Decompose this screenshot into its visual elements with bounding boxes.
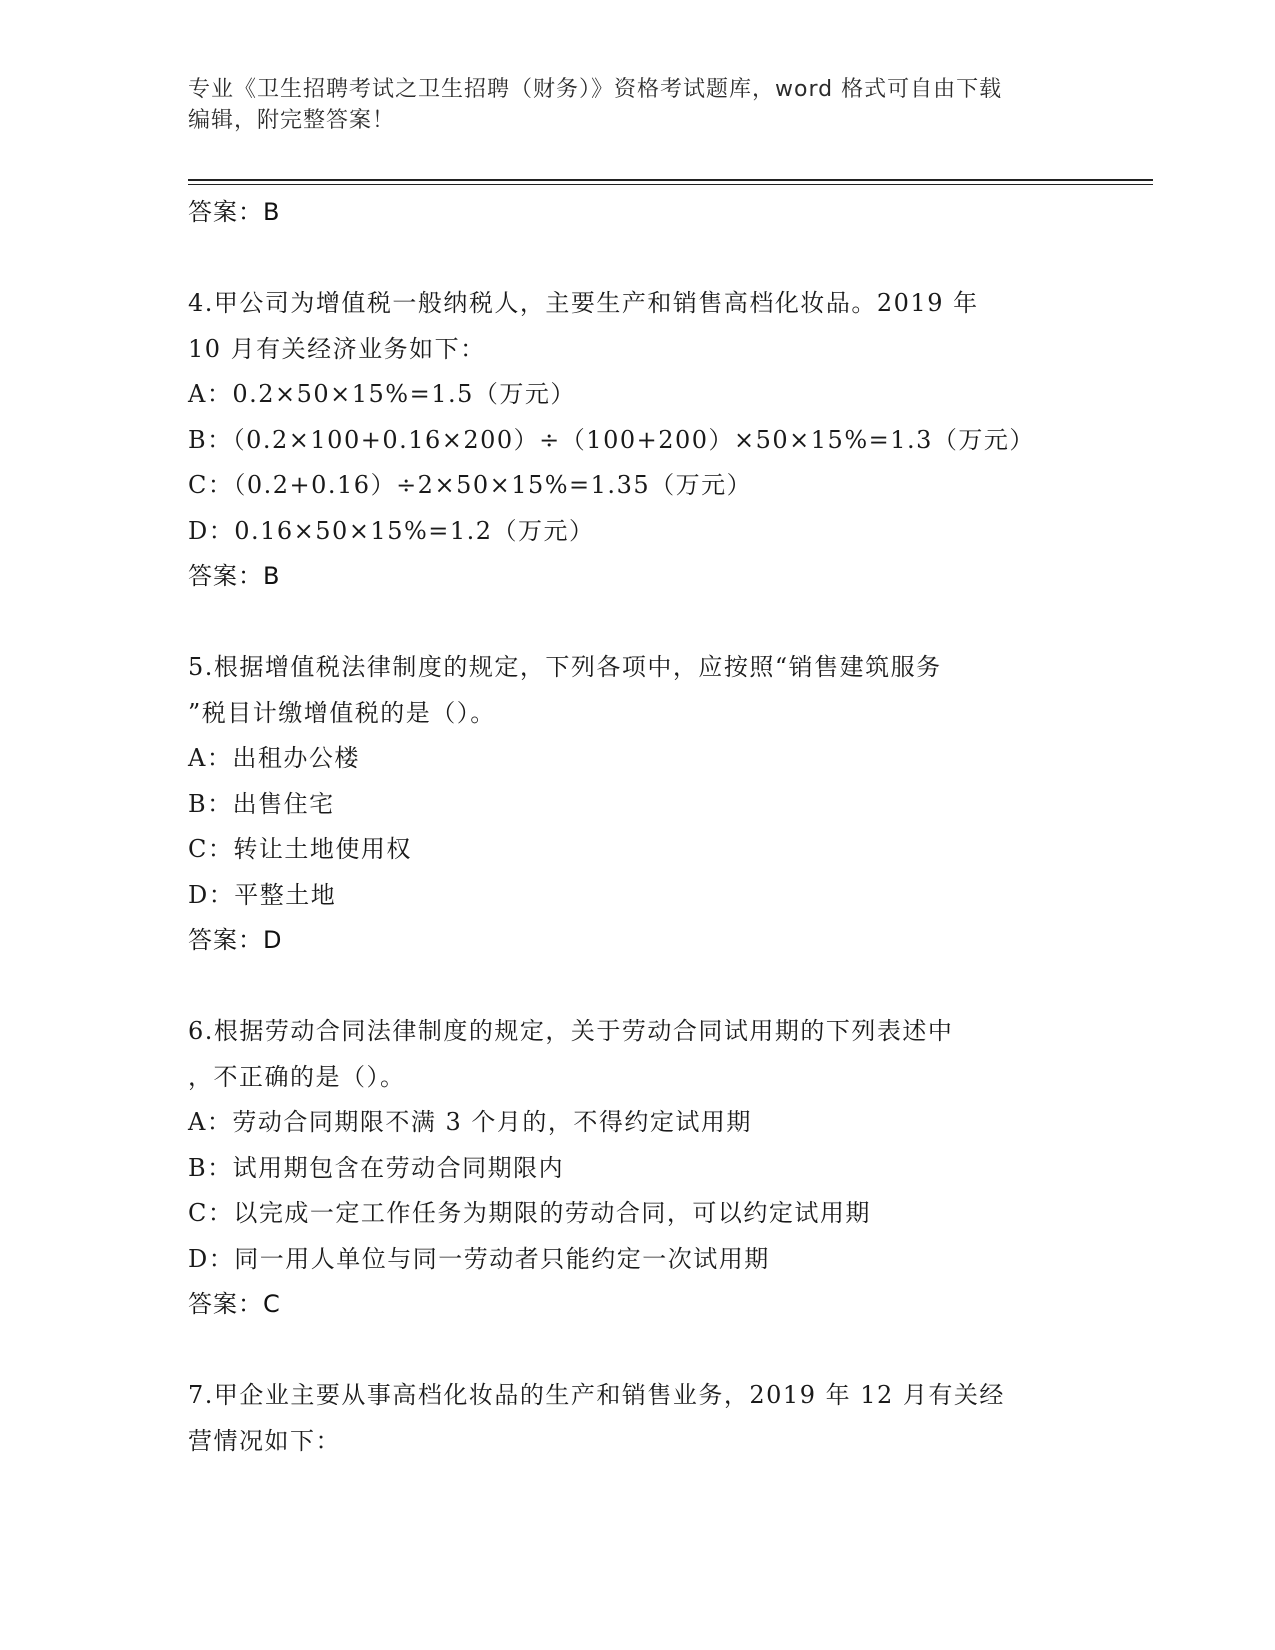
- option-d: D：平整土地: [188, 880, 337, 909]
- option-a: A：出租办公楼: [188, 744, 360, 772]
- option-b: B：出售住宅: [188, 789, 335, 818]
- header-divider-thin: [188, 184, 1153, 185]
- question-list: [188, 190, 1088, 1464]
- question-stem-line: ，不正确的是（）。: [188, 1062, 406, 1091]
- question-4: [188, 281, 1088, 600]
- document-header: [188, 74, 1088, 136]
- answer-line: 答案：C: [188, 1290, 281, 1318]
- option-b: B：试用期包含在劳动合同期限内: [188, 1153, 565, 1182]
- option-a: A：0.2×50×15%=1.5（万元）: [188, 380, 576, 408]
- question-stem-line: 4.甲公司为增值税一般纳税人，主要生产和销售高档化妆品。2019 年: [188, 289, 979, 317]
- answer-line: 答案：B: [188, 198, 281, 226]
- option-b: B：（0.2×100+0.16×200）÷（100+200）×50×15%=1.3（万元）: [188, 425, 1035, 454]
- header-line-2: 编辑，附完整答案！: [188, 108, 396, 133]
- question-stem-line: 5.根据增值税法律制度的规定，下列各项中，应按照“销售建筑服务: [188, 653, 942, 681]
- spacer: [188, 964, 1088, 1010]
- spacer: [188, 236, 1088, 282]
- question-6: [188, 1009, 1088, 1328]
- question-stem-line: ”税目计缴增值税的是（）。: [188, 698, 496, 727]
- question-5: [188, 645, 1088, 964]
- answer-line: 答案：D: [188, 926, 283, 954]
- question-stem-line: 营情况如下：: [188, 1426, 341, 1455]
- question-stem-line: 7.甲企业主要从事高档化妆品的生产和销售业务，2019 年 12 月有关经: [188, 1381, 1005, 1409]
- spacer: [188, 600, 1088, 646]
- header-divider-thick: [188, 179, 1153, 181]
- option-d: D：0.16×50×15%=1.2（万元）: [188, 516, 595, 545]
- spacer: [188, 1328, 1088, 1374]
- question-stem-line: 6.根据劳动合同法律制度的规定，关于劳动合同试用期的下列表述中: [188, 1017, 954, 1045]
- option-c: C：（0.2+0.16）÷2×50×15%=1.35（万元）: [188, 471, 753, 499]
- answer-line: 答案：B: [188, 562, 281, 590]
- option-a: A：劳动合同期限不满 3 个月的，不得约定试用期: [188, 1108, 752, 1136]
- question-stem-line: 10 月有关经济业务如下：: [188, 334, 486, 363]
- header-line-1: 专业《卫生招聘考试之卫生招聘（财务）》资格考试题库，word 格式可自由下载: [188, 77, 1003, 102]
- option-d: D：同一用人单位与同一劳动者只能约定一次试用期: [188, 1244, 770, 1273]
- question-7: [188, 1373, 1088, 1464]
- option-c: C：以完成一定工作任务为期限的劳动合同，可以约定试用期: [188, 1199, 871, 1227]
- option-c: C：转让土地使用权: [188, 835, 412, 863]
